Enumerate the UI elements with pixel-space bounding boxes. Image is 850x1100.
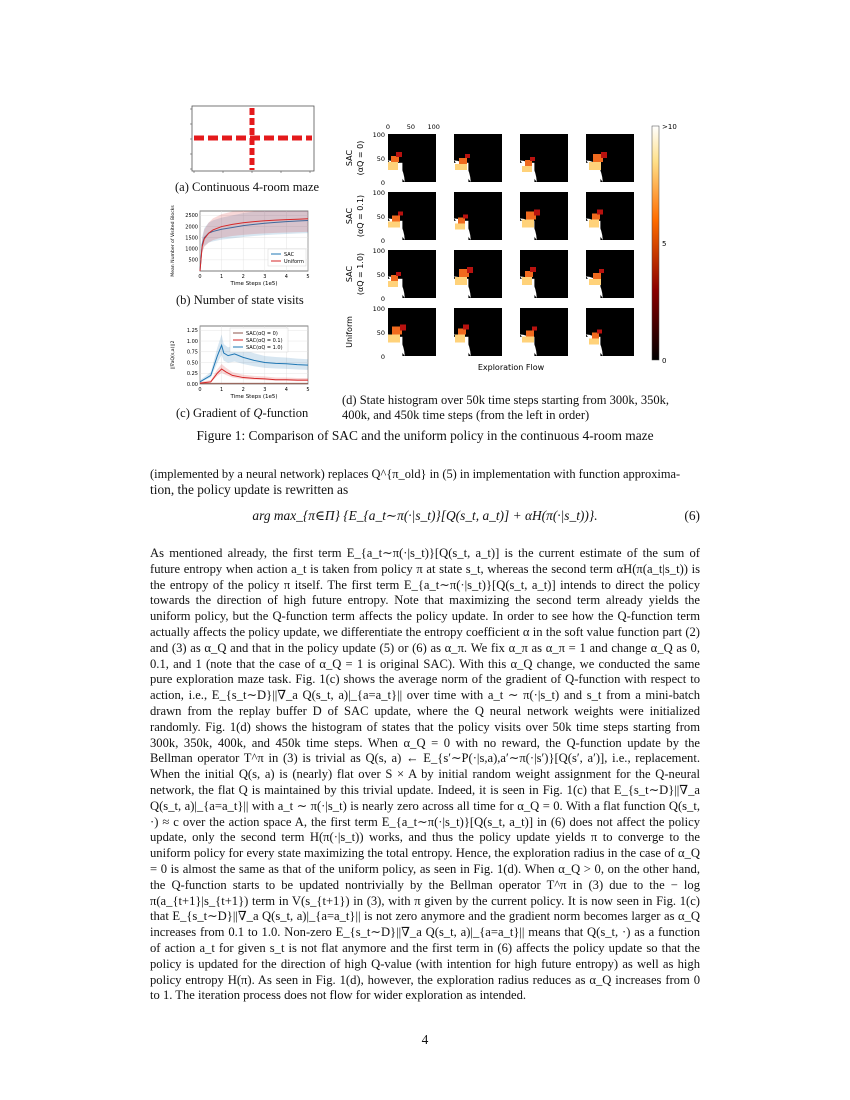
chart-b-x-tick: 5: [306, 274, 310, 280]
panel-c-caption: [176, 406, 308, 421]
histogram-cell: [586, 134, 634, 182]
panel-d-caption-line2: 400k, and 450k time steps (from the left in order): [342, 408, 590, 422]
grid-row-label: Uniform: [345, 316, 354, 348]
panel-a-caption: (a) Continuous 4-room maze: [175, 180, 320, 194]
histogram-cell: [454, 134, 502, 182]
grid-y-tick: 100: [372, 305, 385, 313]
grid-y-tick: 50: [376, 329, 385, 337]
chart-c-x-tick: 1: [220, 387, 224, 393]
histogram-cell: [520, 134, 568, 182]
grid-xlabel: Exploration Flow: [477, 363, 545, 372]
chart-b-legend: [268, 249, 306, 266]
histogram-cell: [388, 134, 436, 182]
chart-c-y-tick: 0.00: [186, 381, 198, 388]
histogram-cell: [520, 192, 568, 240]
main-paragraph: [150, 546, 700, 1004]
q-gradient-chart: [170, 320, 315, 402]
panel-c-caption-suffix: -function: [262, 406, 309, 420]
chart-b-legend-label: Uniform: [284, 258, 304, 265]
panel-c-caption-var: Q: [253, 406, 263, 420]
histogram-cell: [388, 250, 436, 298]
state-visits-chart: [170, 205, 315, 290]
chart-c-legend: [230, 328, 288, 352]
chart-b-y-tick: 500: [188, 257, 198, 264]
page-number: 4: [421, 1032, 429, 1047]
grid-y-tick: 50: [376, 213, 385, 221]
panel-d-caption-line1: (d) State histogram over 50k time steps starting from 300k, 350k,: [342, 393, 670, 407]
grid-x-tick: 50: [406, 123, 415, 131]
chart-b-y-tick: 1000: [185, 246, 198, 253]
main-paragraph-text: As mentioned already, the first term E_{a_t∼π(·|s_t)}[Q(s_t, a_t)] is the current estimate of the sum of future entropy when action a_t is taken from policy π at state s_t, whereas the second term αH(π(a_t|s_t)) is the entropy of the policy π itself. The first term E_{a_t∼π(·|s_t)}[Q(s_t, a_t)] intends to direct the policy towards the direction of high future entropy. Note that maximizing the second term already yields the uniform policy, but the Q-function term affects the policy update. In order to see how the Q-function term actually affects the policy update, we differentiate the entropy coefficient α in the soft value function part (2) and (3) as α_Q and that in the policy update (5) or (6) as α_π. We fix α_π as α_π = 1 and change α_Q as 0, 0.1, and 1 (note that the case of α_Q = 1 is original SAC). With this α_Q change, we conducted the same pure exploration maze task. Fig. 1(c) shows the average norm of the gradient of Q-function with respect to action, i.e., E_{s_t∼D}||∇_a Q(s_t, a)|_{a=a_t}|| over time with a_t ∼ π(·|s_t) and s_t from a mini-batch drawn from the replay buffer D of SAC update, where the Q neural network weights were initialized randomly. Fig. 1(d) shows the histogram of states that the policy visits over 50k time steps starting from 300k, 350k, 400k, and 450k time steps. When α_Q = 0 with no reward, the Q-function update by the Bellman operator T^π in (3) is trivial as Q(s, a) ← E_{s′∼P(·|s,a),a′∼π(·|s′)}[Q(s′, a′)], i.e., replacement. When the initial Q(s, a) is (nearly) flat over S × A by initial random weight assignment for the Q-neural network, the flat Q is maintained by this trivial update. Indeed, it is seen in Fig. 1(c) that E_{s_t∼D}||∇_a Q(s_t, a)|_{a=a_t}|| with a_t ∼ π(·|s_t) is nearly zero across all time for α_Q = 0. With a flat function Q(s_t, ·) ≈ c over the action space A, the first term E_{a_t∼π(·|s_t)}[Q(s_t, a_t)] in (6) does not affect the policy update, only the second term H(π(·|s_t)) works, and thus the policy update yields π to converge to the uniform policy for every state maximizing the total entropy. Hence, the exploration radius in the case of α_Q = 0 is almost the same as that of the uniform policy, as seen in Fig. 1(d). When α_Q > 0, on the other hand, the Q-function starts to be updated nontrivially by the Bellman operator T^π in (3) due to the − log π(a_{t+1}|s_{t+1}) term in V(s_{t+1}) in (3), with π given by the current policy. It is now seen in Fig. 1(c) that E_{s_t∼D}||∇_a Q(s_t, a)|_{a=a_t}|| is not zero anymore and the gradient norm becomes larger as α_Q increases from 0.1 to 1.0. Non-zero E_{s_t∼D}||∇_a Q(s_t, a)|_{a=a_t}|| means that Q(s_t, ·) as a function of action a_t for given s_t is not flat anymore and the first term in (6) affects the policy update so that the policy is updated for the direction of high Q-value (with intention for high future entropy) as well as high policy entropy H(π). As seen in Fig. 1(d), however, the exploration radius reduces as α_Q increases from 0 to 1. The iteration process does not flow for wider exploration as intended.: [150, 546, 700, 1003]
grid-row-label: (αQ = 0.1): [356, 194, 365, 238]
histogram-cell: [454, 250, 502, 298]
grid-y-tick: 100: [372, 247, 385, 255]
grid-row-label: SAC: [345, 207, 354, 225]
colorbar-tick: 5: [662, 240, 667, 248]
histogram-cell: [520, 308, 568, 356]
grid-x-tick: 0: [385, 123, 391, 131]
chart-b-x-tick: 2: [241, 274, 245, 280]
histogram-cell: [586, 192, 634, 240]
histogram-cell: [520, 250, 568, 298]
grid-y-tick: 100: [372, 189, 385, 197]
histogram-cell: [586, 308, 634, 356]
intro-text: [150, 466, 700, 498]
chart-b-y-tick: 2000: [185, 224, 198, 231]
chart-c-legend-label: SAC(αQ = 0.1): [246, 337, 283, 344]
chart-c-ylabel: ||∇aQ(s,a)||2: [171, 340, 176, 370]
chart-c-x-tick: 5: [306, 387, 310, 393]
chart-c-y-tick: 0.75: [186, 349, 198, 356]
colorbar-tick: >10: [662, 123, 677, 131]
grid-x-tick: 100: [427, 123, 440, 131]
chart-c-x-tick: 2: [241, 387, 245, 393]
grid-y-tick: 0: [380, 353, 385, 361]
chart-c-x-tick: 0: [198, 387, 202, 393]
colorbar-tick: 0: [662, 357, 667, 365]
figure-caption: Figure 1: Comparison of SAC and the uniform policy in the continuous 4-room maze: [196, 428, 654, 443]
chart-c-y-tick: 1.25: [186, 328, 198, 335]
maze-plot: [180, 104, 320, 176]
intro-line-1: (implemented by a neural network) replaces Q^{π_old} in (5) in implementation with function approxima-: [150, 467, 681, 481]
panel-c-caption-prefix: (c) Gradient of: [176, 406, 254, 420]
chart-b-x-tick: 3: [263, 274, 267, 280]
grid-y-tick: 0: [380, 179, 385, 187]
chart-b-x-tick: 0: [198, 274, 202, 280]
equation-6: [150, 508, 700, 524]
grid-row-label: (αQ = 0): [356, 140, 365, 176]
grid-row-label: SAC: [345, 265, 354, 283]
histogram-cell: [454, 192, 502, 240]
chart-b-y-tick: 1500: [185, 235, 198, 242]
intro-line-2: tion, the policy update is rewritten as: [150, 482, 349, 498]
histogram-cell: [586, 250, 634, 298]
colorbar: [652, 126, 659, 360]
chart-c-y-tick: 0.25: [186, 371, 198, 378]
chart-b-xlabel: Time Steps (1e5): [230, 281, 278, 287]
panel-b-caption: (b) Number of state visits: [176, 293, 304, 307]
grid-y-tick: 50: [376, 271, 385, 279]
grid-y-tick: 100: [372, 131, 385, 139]
chart-c-legend-label: SAC(αQ = 0): [246, 330, 278, 337]
grid-y-tick: 50: [376, 155, 385, 163]
chart-c-x-tick: 4: [284, 387, 288, 393]
grid-y-tick: 0: [380, 237, 385, 245]
chart-b-x-tick: 4: [284, 274, 288, 280]
grid-row-label: (αQ = 1.0): [356, 252, 365, 296]
chart-b-x-tick: 1: [220, 274, 224, 280]
chart-b-legend-label: SAC: [284, 251, 295, 258]
histogram-cell: [388, 192, 436, 240]
chart-c-x-tick: 3: [263, 387, 267, 393]
chart-c-legend-label: SAC(αQ = 1.0): [246, 344, 283, 351]
state-histogram-grid: [340, 118, 685, 383]
equation-body: arg max_{π∈Π} {E_{a_t∼π(·|s_t)}[Q(s_t, a_t)] + αH(π(·|s_t))}.: [252, 508, 598, 523]
grid-y-tick: 0: [380, 295, 385, 303]
chart-c-xlabel: Time Steps (1e5): [230, 394, 278, 400]
chart-b-y-tick: 2500: [185, 213, 198, 220]
panel-d-caption: [342, 393, 669, 423]
chart-c-y-tick: 1.00: [186, 338, 198, 345]
histogram-cell: [454, 308, 502, 356]
equation-number: (6): [684, 508, 700, 523]
chart-c-y-tick: 0.50: [186, 360, 198, 367]
histogram-cell: [388, 308, 436, 356]
grid-row-label: SAC: [345, 149, 354, 167]
chart-b-ylabel: Mean Number of Visited Blocks: [171, 205, 176, 277]
